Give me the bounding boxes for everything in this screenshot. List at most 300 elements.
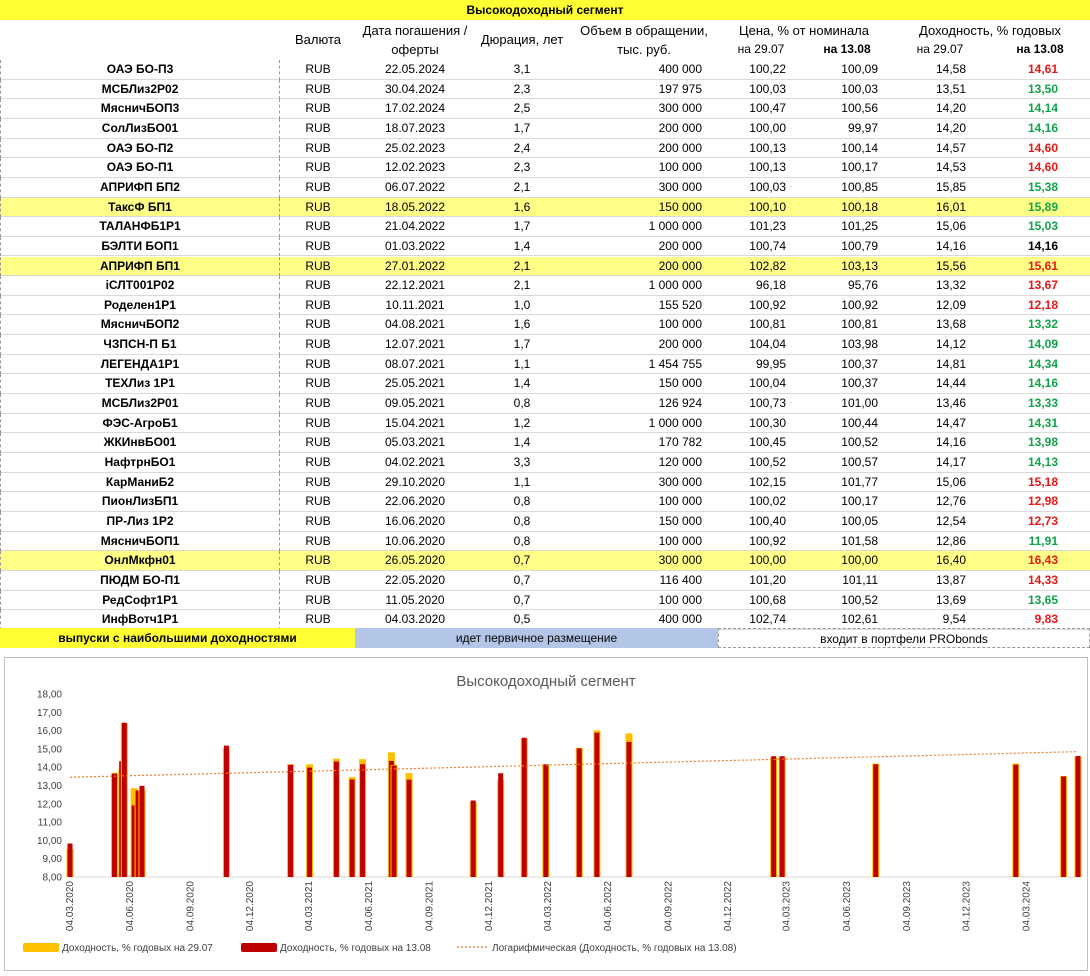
price-1308-cell: 100,37 (841, 356, 878, 371)
maturity-cell: 22.12.2021 (384, 278, 446, 293)
volume-cell: 200 000 (658, 337, 702, 352)
price-1308-cell: 100,81 (841, 317, 878, 332)
table-row (0, 296, 1090, 316)
bar-yield-1308 (594, 733, 599, 877)
volume-cell: 197 975 (658, 81, 702, 96)
y-tick-label: 9,00 (42, 854, 62, 866)
currency-cell: RUB (305, 278, 331, 293)
table-row (0, 178, 1090, 198)
duration-cell: 1,4 (513, 435, 531, 450)
header-volume-line2: тыс. руб. (617, 42, 671, 57)
price-1308-cell: 99,97 (847, 120, 878, 135)
yield-2907-cell: 12,86 (935, 533, 966, 548)
volume-cell: 150 000 (658, 513, 702, 528)
header-price-date2: на 13.08 (823, 42, 871, 56)
x-tick-label: 04.06.2020 (125, 881, 137, 932)
yield-2907-cell: 15,56 (935, 258, 966, 273)
currency-cell: RUB (305, 356, 331, 371)
maturity-cell: 22.05.2020 (384, 572, 446, 587)
volume-cell: 100 000 (658, 533, 702, 548)
yield-1308-cell: 14,16 (1027, 238, 1058, 253)
yield-2907-cell: 14,81 (935, 356, 966, 371)
bond-name: СолЛизБО01 (0, 119, 280, 139)
yield-1308-cell: 16,43 (1027, 553, 1058, 568)
bar-yield-1308 (873, 764, 878, 877)
volume-cell: 1 454 755 (648, 356, 702, 371)
duration-cell: 0,8 (513, 533, 531, 548)
y-tick-label: 12,00 (36, 799, 62, 811)
bar-yield-1308 (307, 768, 312, 877)
bar-yield-1308 (771, 756, 776, 877)
volume-cell: 100 000 (658, 317, 702, 332)
maturity-cell: 21.04.2022 (384, 219, 446, 234)
bar-yield-1308 (122, 723, 127, 877)
bond-name: ОнлМкфн01 (0, 551, 280, 571)
bond-name: iСЛТ001Р02 (0, 276, 280, 296)
duration-cell: 1,6 (513, 317, 531, 332)
y-tick-label: 16,00 (36, 726, 62, 738)
price-2907-cell: 102,15 (749, 474, 786, 489)
maturity-cell: 12.07.2021 (384, 337, 446, 352)
yield-chart-svg (5, 658, 1087, 970)
x-tick-label: 04.09.2022 (663, 881, 675, 932)
price-2907-cell: 104,04 (749, 337, 786, 352)
bond-name: ЖКИнвБО01 (0, 433, 280, 453)
table-row (0, 276, 1090, 296)
bar-yield-1308 (360, 764, 365, 877)
maturity-cell: 04.08.2021 (384, 317, 446, 332)
x-tick-label: 04.03.2021 (303, 881, 315, 932)
volume-cell: 100 000 (658, 592, 702, 607)
maturity-cell: 30.04.2024 (384, 81, 446, 96)
volume-cell: 126 924 (658, 396, 702, 411)
price-2907-cell: 102,82 (749, 258, 786, 273)
table-row (0, 571, 1090, 591)
duration-cell: 1,7 (513, 219, 531, 234)
currency-cell: RUB (305, 219, 331, 234)
maturity-cell: 25.02.2023 (384, 140, 446, 155)
currency-cell: RUB (305, 474, 331, 489)
yield-2907-cell: 13,46 (935, 396, 966, 411)
price-2907-cell: 100,47 (749, 101, 786, 116)
duration-cell: 3,3 (513, 455, 531, 469)
yield-2907-cell: 14,20 (935, 101, 966, 116)
y-tick-label: 18,00 (36, 689, 62, 701)
volume-cell: 1 000 000 (648, 415, 702, 430)
price-1308-cell: 95,76 (847, 278, 878, 293)
bond-name: МСБЛиз2Р02 (0, 80, 280, 100)
x-tick-label: 04.06.2023 (841, 881, 853, 932)
price-2907-cell: 100,40 (749, 513, 786, 528)
duration-cell: 1,4 (513, 376, 531, 391)
legend-label-2907: Доходность, % годовых на 29.07 (62, 943, 213, 954)
volume-cell: 116 400 (659, 572, 702, 587)
yield-1308-cell: 15,03 (1027, 219, 1058, 234)
x-tick-label: 04.12.2021 (483, 881, 495, 932)
yield-1308-cell: 14,16 (1027, 120, 1058, 135)
x-tick-label: 04.12.2020 (245, 881, 256, 932)
legend-swatch-2907 (23, 943, 59, 952)
duration-cell: 1,2 (513, 415, 531, 430)
table-row (0, 139, 1090, 159)
price-1308-cell: 100,14 (841, 140, 878, 155)
price-2907-cell: 100,92 (749, 297, 786, 312)
yield-1308-cell: 15,89 (1027, 199, 1058, 214)
price-1308-cell: 100,44 (841, 415, 878, 430)
duration-cell: 1,7 (513, 120, 531, 135)
bond-name: ОАЭ БО-П1 (0, 158, 280, 178)
y-tick-label: 8,00 (42, 872, 62, 884)
currency-cell: RUB (305, 62, 331, 76)
bar-yield-1308 (543, 764, 548, 877)
volume-cell: 200 000 (658, 120, 702, 135)
maturity-cell: 27.01.2022 (384, 258, 446, 273)
bar-yield-1308 (498, 773, 503, 877)
price-2907-cell: 99,95 (755, 356, 786, 371)
yield-1308-cell: 14,34 (1027, 356, 1058, 371)
duration-cell: 2,1 (513, 258, 531, 273)
legend-label-1308: Доходность, % годовых на 13.08 (280, 943, 431, 954)
volume-cell: 200 000 (658, 258, 702, 273)
header-duration: Дюрация, лет (480, 32, 564, 47)
table-row (0, 257, 1090, 277)
table-row (0, 394, 1090, 414)
bar-yield-1308 (522, 738, 527, 877)
maturity-cell: 25.05.2021 (384, 376, 446, 391)
price-2907-cell: 100,03 (749, 179, 786, 194)
price-1308-cell: 101,11 (842, 572, 878, 587)
bar-yield-1308 (68, 844, 73, 877)
yield-2907-cell: 12,09 (935, 297, 966, 312)
volume-cell: 150 000 (658, 376, 702, 391)
y-tick-label: 11,00 (37, 817, 62, 829)
currency-cell: RUB (305, 337, 331, 352)
yield-2907-cell: 15,06 (935, 219, 966, 234)
yield-2907-cell: 13,32 (935, 278, 966, 293)
duration-cell: 2,1 (513, 179, 531, 194)
table-row (0, 158, 1090, 178)
volume-cell: 400 000 (658, 62, 702, 76)
price-2907-cell: 101,20 (749, 572, 786, 587)
bond-name: АПРИФП БП2 (0, 178, 280, 198)
duration-cell: 1,6 (513, 199, 531, 214)
x-tick-label: 04.03.2022 (542, 881, 554, 932)
yield-2907-cell: 15,85 (935, 179, 966, 194)
yield-1308-cell: 13,67 (1027, 278, 1058, 293)
bar-yield-1308 (224, 746, 229, 877)
bar-yield-1308 (140, 786, 145, 877)
yield-2907-cell: 14,12 (935, 337, 966, 352)
volume-cell: 170 782 (658, 435, 702, 450)
maturity-cell: 10.06.2020 (384, 533, 446, 548)
duration-cell: 0,8 (513, 396, 531, 411)
yield-2907-cell: 14,53 (935, 160, 966, 175)
volume-cell: 1 000 000 (648, 219, 702, 234)
bond-name: МясничБОП2 (0, 315, 280, 335)
yield-1308-cell: 13,32 (1027, 317, 1058, 332)
price-2907-cell: 100,00 (749, 120, 786, 135)
yield-2907-cell: 9,54 (942, 612, 966, 627)
price-2907-cell: 100,22 (749, 62, 786, 76)
bar-yield-1308 (471, 801, 476, 877)
yield-1308-cell: 14,13 (1027, 455, 1058, 469)
bar-yield-1308 (780, 756, 785, 877)
x-tick-label: 04.03.2020 (65, 881, 76, 932)
bond-name: ПР-Лиз 1Р2 (0, 512, 280, 532)
x-tick-label: 04.12.2022 (722, 881, 734, 932)
duration-cell: 1,1 (513, 356, 531, 371)
price-1308-cell: 100,57 (841, 455, 878, 469)
bar-yield-1308 (577, 748, 582, 877)
duration-cell: 2,5 (513, 101, 531, 116)
bar-yield-1308 (392, 766, 397, 877)
price-2907-cell: 100,13 (749, 140, 786, 155)
table-row (0, 60, 1090, 80)
bond-name: ЛЕГЕНДА1Р1 (0, 355, 280, 375)
table-row (0, 473, 1090, 493)
maturity-cell: 05.03.2021 (384, 435, 446, 450)
table-row (0, 591, 1090, 611)
legend-portfolio: входит в портфели PRObonds (718, 628, 1090, 648)
price-1308-cell: 103,98 (841, 337, 878, 352)
maturity-cell: 18.05.2022 (384, 199, 446, 214)
currency-cell: RUB (305, 592, 331, 607)
volume-cell: 300 000 (658, 474, 702, 489)
yield-1308-cell: 9,83 (1034, 612, 1058, 627)
table-row (0, 99, 1090, 119)
price-2907-cell: 100,45 (749, 435, 786, 450)
table-row (0, 237, 1090, 257)
bar-yield-1308 (350, 779, 355, 877)
yield-2907-cell: 12,54 (935, 513, 966, 528)
yield-1308-cell: 14,60 (1027, 160, 1058, 175)
maturity-cell: 12.02.2023 (384, 160, 446, 175)
maturity-cell: 17.02.2024 (384, 101, 446, 116)
price-2907-cell: 100,74 (749, 238, 786, 253)
currency-cell: RUB (305, 572, 331, 587)
maturity-cell: 18.07.2023 (384, 120, 446, 135)
price-2907-cell: 100,10 (749, 199, 786, 214)
header-date-line1: Дата погашения / (362, 23, 468, 38)
yield-chart (4, 657, 1088, 971)
price-1308-cell: 100,52 (841, 435, 878, 450)
table-row (0, 551, 1090, 571)
volume-cell: 200 000 (658, 140, 702, 155)
currency-cell: RUB (305, 533, 331, 548)
price-1308-cell: 100,05 (841, 513, 878, 528)
yield-1308-cell: 12,73 (1027, 513, 1058, 528)
maturity-cell: 06.07.2022 (384, 179, 446, 194)
table-legend (0, 628, 1090, 648)
yield-2907-cell: 13,69 (935, 592, 966, 607)
header-currency: Валюта (295, 32, 341, 47)
bar-yield-1308 (1076, 756, 1081, 877)
header-volume-line1: Объем в обращении, (580, 23, 708, 38)
price-1308-cell: 101,00 (841, 396, 878, 411)
table-row (0, 217, 1090, 237)
price-1308-cell: 100,52 (841, 592, 878, 607)
duration-cell: 1,4 (513, 238, 531, 253)
price-2907-cell: 101,23 (749, 219, 786, 234)
table-row (0, 119, 1090, 139)
volume-cell: 150 000 (658, 199, 702, 214)
bond-name: ОАЭ БО-П3 (0, 60, 280, 80)
volume-cell: 400 000 (658, 612, 702, 627)
header-price: Цена, % от номинала (739, 23, 869, 38)
bond-name: ЧЗПСН-П Б1 (0, 335, 280, 355)
volume-cell: 155 520 (658, 297, 702, 312)
bond-name: БЭЛТИ БОП1 (0, 237, 280, 257)
yield-2907-cell: 14,16 (935, 435, 966, 450)
volume-cell: 1 000 000 (648, 278, 702, 293)
bond-name: ИнфВотч1Р1 (0, 610, 280, 630)
yield-1308-cell: 13,65 (1027, 592, 1058, 607)
y-tick-label: 15,00 (36, 744, 62, 756)
x-tick-label: 04.03.2024 (1021, 881, 1033, 932)
maturity-cell: 22.06.2020 (384, 494, 446, 509)
yield-2907-cell: 13,51 (935, 81, 966, 96)
yield-2907-cell: 14,20 (935, 120, 966, 135)
duration-cell: 2,3 (513, 81, 531, 96)
bond-name: РедСофт1Р1 (0, 591, 280, 611)
bond-name: МСБЛиз2Р01 (0, 394, 280, 414)
bar-yield-1308 (1013, 765, 1018, 877)
maturity-cell: 26.05.2020 (384, 553, 446, 568)
maturity-cell: 10.11.2021 (385, 297, 445, 312)
price-1308-cell: 100,37 (841, 376, 878, 391)
bond-name: ТЕХЛиз 1Р1 (0, 374, 280, 394)
currency-cell: RUB (305, 297, 331, 312)
price-2907-cell: 100,73 (749, 396, 786, 411)
currency-cell: RUB (305, 455, 331, 469)
price-2907-cell: 100,52 (749, 455, 786, 469)
yield-2907-cell: 14,17 (935, 455, 966, 469)
currency-cell: RUB (305, 120, 331, 135)
duration-cell: 1,7 (513, 337, 531, 352)
maturity-cell: 15.04.2021 (384, 415, 446, 430)
bond-name: МясничБОП1 (0, 532, 280, 552)
table-row (0, 80, 1090, 100)
price-2907-cell: 100,00 (749, 553, 786, 568)
maturity-cell: 08.07.2021 (384, 356, 446, 371)
table-row (0, 492, 1090, 512)
yield-1308-cell: 13,33 (1027, 396, 1058, 411)
y-tick-label: 17,00 (36, 707, 62, 719)
price-1308-cell: 100,85 (841, 179, 878, 194)
bar-yield-1308 (1061, 776, 1066, 877)
duration-cell: 0,7 (513, 572, 531, 587)
yield-1308-cell: 15,38 (1027, 179, 1058, 194)
bond-name: КарМаниБ2 (0, 473, 280, 493)
yield-2907-cell: 14,47 (935, 415, 966, 430)
price-1308-cell: 100,00 (841, 553, 878, 568)
duration-cell: 0,8 (513, 513, 531, 528)
currency-cell: RUB (305, 160, 331, 175)
x-tick-label: 04.09.2020 (185, 881, 197, 932)
legend-swatch-1308 (241, 943, 277, 952)
bond-name: МясничБОП3 (0, 99, 280, 119)
bond-name: ПионЛизБП1 (0, 492, 280, 512)
maturity-cell: 01.03.2022 (384, 238, 446, 253)
yield-1308-cell: 14,14 (1027, 101, 1058, 116)
x-tick-label: 04.03.2023 (781, 881, 793, 932)
yield-1308-cell: 15,18 (1027, 474, 1058, 489)
maturity-cell: 29.10.2020 (384, 474, 446, 489)
bar-yield-1308 (112, 774, 117, 877)
yield-2907-cell: 15,06 (935, 474, 966, 489)
maturity-cell: 04.03.2020 (384, 612, 446, 627)
table-title: Высокодоходный сегмент (0, 0, 1090, 20)
bond-name: НафтрнБО1 (0, 453, 280, 473)
price-1308-cell: 100,79 (841, 238, 878, 253)
yield-2907-cell: 13,87 (935, 572, 966, 587)
table-row (0, 512, 1090, 532)
price-2907-cell: 100,81 (749, 317, 786, 332)
table-row (0, 610, 1090, 630)
x-tick-label: 04.06.2021 (364, 881, 376, 932)
yield-1308-cell: 11,91 (1028, 533, 1058, 548)
maturity-cell: 11.05.2020 (385, 592, 445, 607)
table-row (0, 532, 1090, 552)
duration-cell: 1,0 (513, 297, 531, 312)
price-1308-cell: 100,56 (841, 101, 878, 116)
bond-name: ОАЭ БО-П2 (0, 139, 280, 159)
bar-yield-1308 (334, 762, 339, 877)
yield-2907-cell: 14,16 (935, 238, 966, 253)
currency-cell: RUB (305, 513, 331, 528)
price-2907-cell: 100,03 (749, 81, 786, 96)
yield-1308-cell: 14,60 (1027, 140, 1058, 155)
volume-cell: 120 000 (658, 455, 702, 469)
price-2907-cell: 102,74 (749, 612, 786, 627)
bar-yield-1308 (288, 765, 293, 877)
price-1308-cell: 100,18 (841, 199, 878, 214)
volume-cell: 100 000 (658, 494, 702, 509)
y-tick-label: 14,00 (36, 762, 62, 774)
currency-cell: RUB (305, 494, 331, 509)
currency-cell: RUB (305, 258, 331, 273)
duration-cell: 1,1 (513, 474, 531, 489)
price-1308-cell: 103,13 (841, 258, 878, 273)
maturity-cell: 22.05.2024 (384, 62, 446, 76)
header-yield: Доходность, % годовых (919, 23, 1061, 38)
duration-cell: 3,1 (513, 62, 531, 76)
legend-label-trend: Логарифмическая (Доходность, % годовых на 13.08) (492, 943, 737, 954)
currency-cell: RUB (305, 396, 331, 411)
table-row (0, 453, 1090, 473)
chart-title: Высокодоходный сегмент (456, 673, 636, 690)
table-row (0, 374, 1090, 394)
currency-cell: RUB (305, 179, 331, 194)
currency-cell: RUB (305, 553, 331, 568)
bond-name: ТАЛАНФБ1Р1 (0, 217, 280, 237)
maturity-cell: 16.06.2020 (384, 513, 446, 528)
price-2907-cell: 100,30 (749, 415, 786, 430)
table-row (0, 414, 1090, 434)
yield-1308-cell: 14,09 (1027, 337, 1058, 352)
yield-2907-cell: 13,68 (935, 317, 966, 332)
price-2907-cell: 100,92 (749, 533, 786, 548)
yield-1308-cell: 14,33 (1027, 572, 1058, 587)
currency-cell: RUB (305, 612, 331, 627)
currency-cell: RUB (305, 435, 331, 450)
maturity-cell: 09.05.2021 (384, 396, 446, 411)
yield-2907-cell: 14,44 (935, 376, 966, 391)
yield-2907-cell: 16,01 (935, 199, 966, 214)
table-row (0, 315, 1090, 335)
x-tick-label: 04.09.2021 (424, 881, 436, 932)
yield-2907-cell: 12,76 (935, 494, 966, 509)
